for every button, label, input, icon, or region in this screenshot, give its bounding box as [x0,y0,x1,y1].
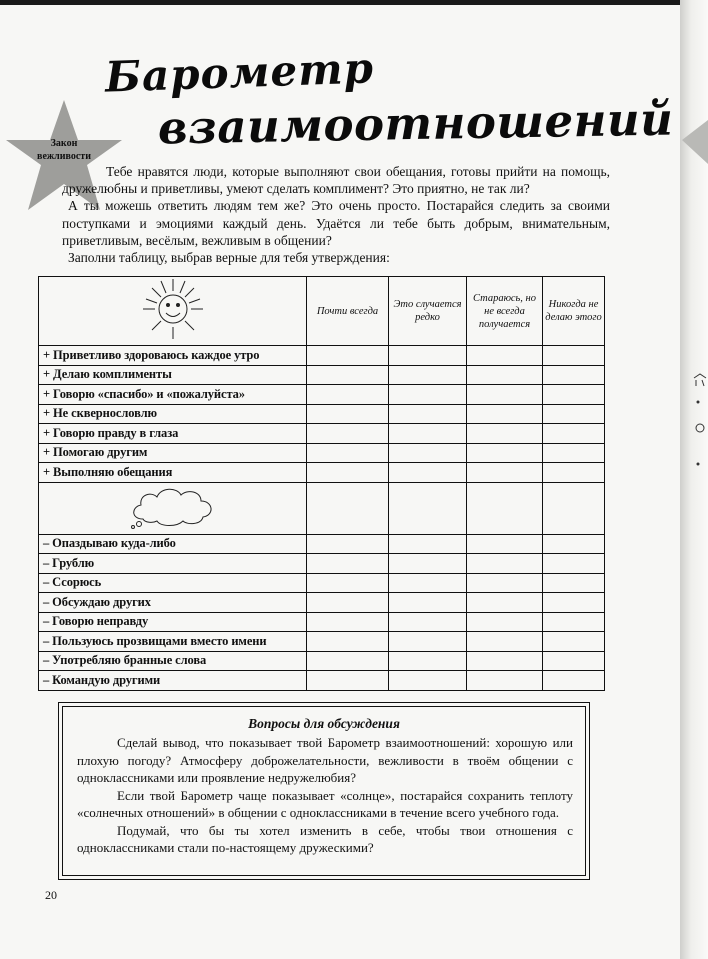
answer-cell[interactable] [543,554,605,574]
statement-label: + Приветливо здороваюсь каждое утро [39,346,307,366]
statement-label: + Говорю «спасибо» и «пожалуйста» [39,385,307,405]
statement-label: – Опаздываю куда-либо [39,534,307,554]
answer-cell[interactable] [389,593,467,613]
answer-cell[interactable] [543,573,605,593]
answer-cell[interactable] [467,385,543,405]
statement-label: – Грублю [39,554,307,574]
page-title-line-2: взаимоотношений [157,92,674,155]
answer-cell[interactable] [389,671,467,691]
cloud-icon [127,483,219,529]
answer-cell[interactable] [467,365,543,385]
answer-cell[interactable] [543,346,605,366]
table-row [39,463,605,483]
answer-cell[interactable] [307,573,389,593]
answer-cell[interactable] [389,404,467,424]
discussion-paragraph-2: Если твой Барометр чаще показывает «солнце», постарайся сохранить теплоту «солнечных отношений» в общении с одноклассниками в течение всего учебного года. [77,787,573,820]
answer-cell[interactable] [467,671,543,691]
answer-cell[interactable] [307,534,389,554]
answer-cell[interactable] [307,424,389,444]
statement-label: – Пользуюсь прозвищами вместо имени [39,632,307,652]
answer-cell[interactable] [307,612,389,632]
discussion-heading: Вопросы для обсуждения [248,716,400,731]
answer-cell[interactable] [307,365,389,385]
table-row [39,651,605,671]
answer-cell[interactable] [389,424,467,444]
answer-cell[interactable] [467,573,543,593]
statement-label: – Ссорюсь [39,573,307,593]
page-top-edge [0,0,708,5]
answer-cell[interactable] [389,573,467,593]
intro-paragraph-3: Заполни таблицу, выбрав верные для тебя утверждения: [68,250,390,266]
cloud-cell [39,482,307,534]
answer-cell[interactable] [307,385,389,405]
answer-cell[interactable] [543,612,605,632]
table-row [39,593,605,613]
page-title-line-1: Барометр [104,43,375,102]
table-row [39,573,605,593]
statement-label: + Делаю комплименты [39,365,307,385]
star-badge-label [24,137,104,163]
statement-label: + Выполняю обещания [39,463,307,483]
table-row [39,612,605,632]
answer-cell[interactable] [543,463,605,483]
negative-rows [39,534,605,690]
answer-cell[interactable] [467,424,543,444]
barometer-table [38,276,605,691]
answer-cell[interactable] [543,365,605,385]
sun-cell [39,277,307,346]
answer-cell[interactable] [467,554,543,574]
answer-cell[interactable] [307,671,389,691]
answer-cell[interactable] [467,463,543,483]
column-header-never: Никогда не делаю этого [543,277,605,346]
table-row [39,632,605,652]
answer-cell[interactable] [467,346,543,366]
margin-doodle-icon [690,372,708,472]
answer-cell[interactable] [307,346,389,366]
answer-cell[interactable] [389,463,467,483]
table-row [39,365,605,385]
statement-label: – Командую другими [39,671,307,691]
answer-cell[interactable] [543,404,605,424]
statement-label: – Обсуждаю других [39,593,307,613]
statement-label: + Говорю правду в глаза [39,424,307,444]
answer-cell[interactable] [543,424,605,444]
answer-cell[interactable] [389,365,467,385]
answer-cell[interactable] [389,346,467,366]
answer-cell[interactable] [467,482,543,534]
statement-label: – Говорю неправду [39,612,307,632]
intro-text [62,163,610,266]
answer-cell[interactable] [543,534,605,554]
discussion-paragraph-3: Подумай, что бы ты хотел изменить в себе, чтобы твои отношения с одноклассниками стали по-настоящему дружескими? [77,822,573,855]
statement-label: – Употребляю бранные слова [39,651,307,671]
answer-cell[interactable] [307,593,389,613]
answer-cell[interactable] [543,632,605,652]
answer-cell[interactable] [307,651,389,671]
table-row [39,404,605,424]
answer-cell[interactable] [467,443,543,463]
intro-paragraph-1: Тебе нравятся люди, которые выполняют свои обещания, готовы прийти на помощь, дружелюбны и приветливы, умеют сделать комплимент? Это приятно, не так ли? [62,164,610,197]
answer-cell[interactable] [467,612,543,632]
table-row [39,443,605,463]
answer-cell[interactable] [543,385,605,405]
answer-cell[interactable] [543,651,605,671]
discussion-box [62,706,586,876]
table-row [39,534,605,554]
answer-cell[interactable] [467,593,543,613]
column-header-rarely: Это случается редко [389,277,467,346]
answer-cell[interactable] [389,651,467,671]
answer-cell[interactable] [307,463,389,483]
sun-icon [128,277,218,341]
table-row [39,346,605,366]
answer-cell[interactable] [389,443,467,463]
answer-cell[interactable] [307,443,389,463]
column-header-almost-always: Почти всегда [307,277,389,346]
table-row [39,385,605,405]
table-header-row [39,277,605,346]
answer-cell[interactable] [543,671,605,691]
positive-rows [39,346,605,483]
intro-paragraph-2: А ты можешь ответить людям тем же? Это очень просто. Постарайся следить за своими поступками и эмоциями каждый день. Удаётся ли тебе быть добрым, внимательным, приветливым, весёлым, вежливым в общении? [62,198,610,248]
answer-cell[interactable] [389,554,467,574]
answer-cell[interactable] [467,404,543,424]
answer-cell[interactable] [389,482,467,534]
answer-cell[interactable] [389,612,467,632]
table-row [39,424,605,444]
badge-line-2: вежливости [37,151,91,162]
next-page-star-icon [672,118,708,166]
table-row [39,671,605,691]
answer-cell[interactable] [307,404,389,424]
answer-cell[interactable] [389,385,467,405]
answer-cell[interactable] [467,632,543,652]
page-number: 20 [45,888,57,902]
answer-cell[interactable] [543,593,605,613]
badge-line-1: Закон [50,138,78,149]
answer-cell[interactable] [543,482,605,534]
answer-cell[interactable] [389,632,467,652]
answer-cell[interactable] [307,632,389,652]
table-row [39,554,605,574]
answer-cell[interactable] [307,554,389,574]
answer-cell[interactable] [467,651,543,671]
statement-label: + Не сквернословлю [39,404,307,424]
answer-cell[interactable] [467,534,543,554]
statement-label: + Помогаю другим [39,443,307,463]
answer-cell[interactable] [307,482,389,534]
discussion-paragraph-1: Сделай вывод, что показывает твой Барометр взаимоотношений: хорошую или плохую погоду? Атмосферу доброжелательности, вежливости в твоём общении с одноклассниками или проявление недружелюбия? [77,735,573,785]
answer-cell[interactable] [543,443,605,463]
column-header-trying: Стараюсь, но не всегда получается [467,277,543,346]
answer-cell[interactable] [389,534,467,554]
cloud-row [39,482,605,534]
